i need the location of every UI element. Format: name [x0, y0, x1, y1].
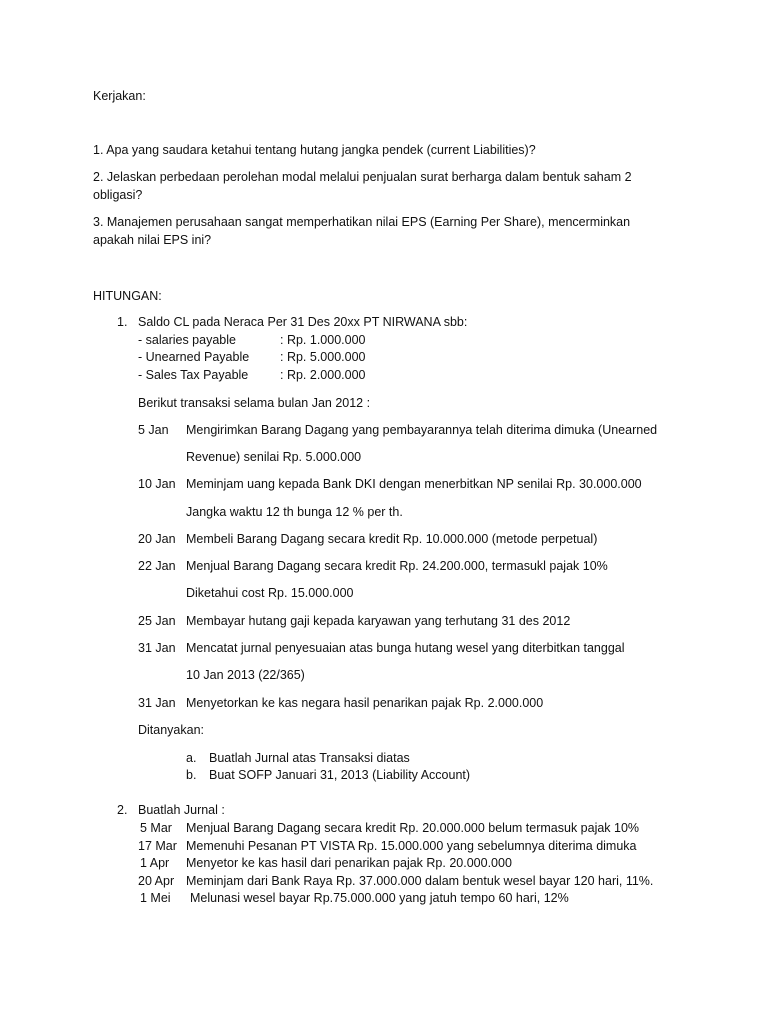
transaction-date: 20 Jan: [138, 532, 176, 546]
journal-date: 1 Apr: [140, 856, 170, 870]
transaction-text: Menyetorkan ke kas negara hasil penarikan pajak Rp. 2.000.000: [186, 696, 544, 710]
asked-item: Buat SOFP Januari 31, 2013 (Liability Account): [209, 768, 471, 782]
transaction-date: 5 Jan: [138, 423, 169, 437]
transaction-text: Jangka waktu 12 th bunga 12 % per th.: [186, 505, 403, 519]
transaction-date: 10 Jan: [138, 477, 176, 491]
problem-2-title: Buatlah Jurnal :: [138, 803, 225, 817]
question-3-cont: apakah nilai EPS ini?: [93, 233, 212, 247]
balance-label: - salaries payable: [138, 333, 236, 347]
balance-label: - Unearned Payable: [138, 350, 250, 364]
transactions-intro: Berikut transaksi selama bulan Jan 2012 :: [138, 396, 371, 410]
balance-value: : Rp. 5.000.000: [280, 350, 366, 364]
transaction-text: Mengirimkan Barang Dagang yang pembayarannya telah diterima dimuka (Unearned: [186, 423, 658, 437]
transaction-text: 10 Jan 2013 (22/365): [186, 668, 305, 682]
problem-1-number: 1.: [117, 315, 128, 329]
journal-text: Menjual Barang Dagang secara kredit Rp. 20.000.000 belum termasuk pajak 10%: [186, 821, 640, 835]
journal-text: Memenuhi Pesanan PT VISTA Rp. 15.000.000 yang sebelumnya diterima dimuka: [186, 839, 637, 853]
transaction-text: Membayar hutang gaji kepada karyawan yang terhutang 31 des 2012: [186, 614, 571, 628]
journal-text: Meminjam dari Bank Raya Rp. 37.000.000 dalam bentuk wesel bayar 120 hari, 11%.: [186, 874, 654, 888]
journal-text: Melunasi wesel bayar Rp.75.000.000 yang jatuh tempo 60 hari, 12%: [190, 891, 569, 905]
balance-label: - Sales Tax Payable: [138, 368, 249, 382]
asked-item: Buatlah Jurnal atas Transaksi diatas: [209, 751, 410, 765]
journal-text: Menyetor ke kas hasil dari penarikan pajak Rp. 20.000.000: [186, 856, 512, 870]
transaction-date: 22 Jan: [138, 559, 176, 573]
transaction-date: 31 Jan: [138, 696, 176, 710]
question-3: 3. Manajemen perusahaan sangat memperhatikan nilai EPS (Earning Per Share), mencerminkan: [93, 215, 631, 229]
question-2-cont: obligasi?: [93, 188, 143, 202]
problem-1-title: Saldo CL pada Neraca Per 31 Des 20xx PT NIRWANA sbb:: [138, 315, 468, 329]
transaction-text: Diketahui cost Rp. 15.000.000: [186, 586, 354, 600]
journal-date: 1 Mei: [140, 891, 171, 905]
transaction-text: Menjual Barang Dagang secara kredit Rp. 24.200.000, termasukl pajak 10%: [186, 559, 608, 573]
question-1: 1. Apa yang saudara ketahui tentang hutang jangka pendek (current Liabilities)?: [93, 143, 536, 157]
journal-date: 5 Mar: [140, 821, 172, 835]
transaction-date: 31 Jan: [138, 641, 176, 655]
asked-marker: b.: [186, 768, 197, 782]
asked-marker: a.: [186, 751, 197, 765]
transaction-text: Mencatat jurnal penyesuaian atas bunga hutang wesel yang diterbitkan tanggal: [186, 641, 625, 655]
asked-label: Ditanyakan:: [138, 723, 205, 737]
journal-date: 17 Mar: [138, 839, 177, 853]
transaction-date: 25 Jan: [138, 614, 176, 628]
question-2: 2. Jelaskan perbedaan perolehan modal melalui penjualan surat berharga dalam bentuk saham 2: [93, 170, 632, 184]
problem-2-number: 2.: [117, 803, 128, 817]
transaction-text: Meminjam uang kepada Bank DKI dengan menerbitkan NP senilai Rp. 30.000.000: [186, 477, 642, 491]
hitungan-heading: HITUNGAN:: [93, 289, 162, 303]
balance-value: : Rp. 2.000.000: [280, 368, 366, 382]
balance-value: : Rp. 1.000.000: [280, 333, 366, 347]
journal-date: 20 Apr: [138, 874, 175, 888]
transaction-text: Revenue) senilai Rp. 5.000.000: [186, 450, 362, 464]
intro-label: Kerjakan:: [93, 89, 146, 103]
transaction-text: Membeli Barang Dagang secara kredit Rp. 10.000.000 (metode perpetual): [186, 532, 598, 546]
